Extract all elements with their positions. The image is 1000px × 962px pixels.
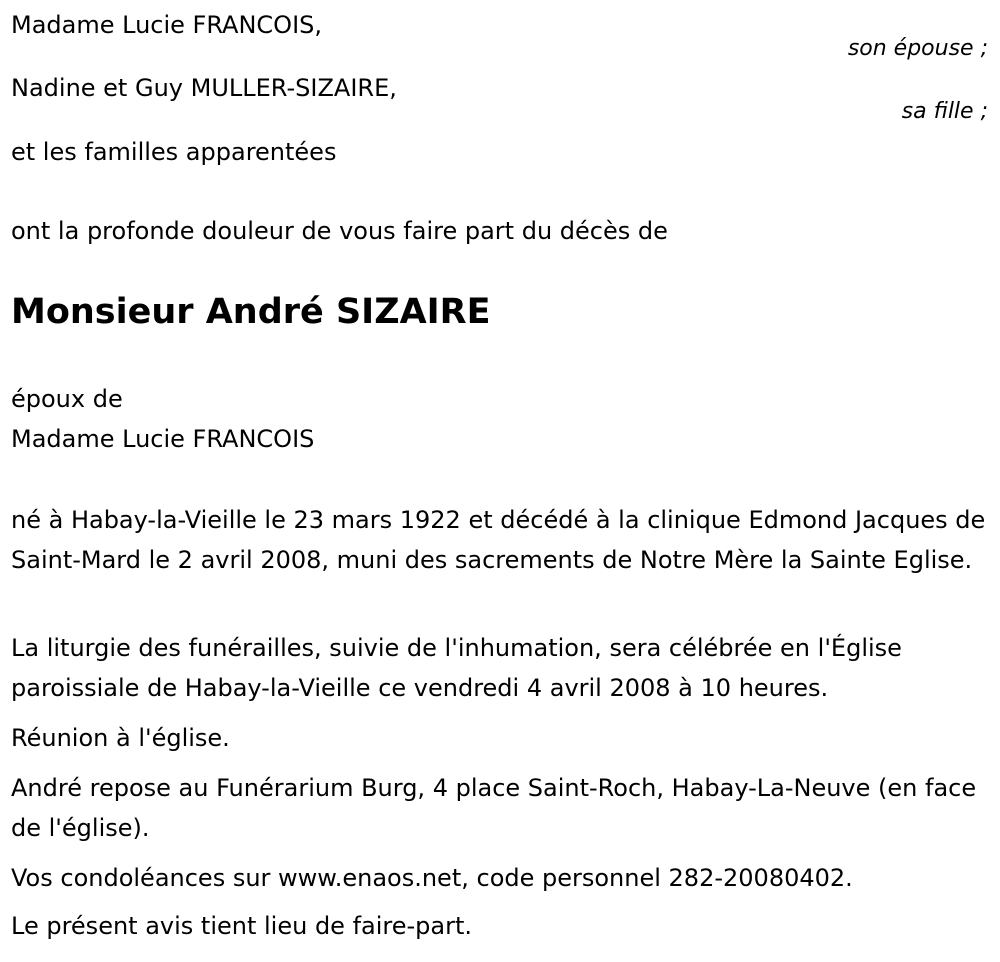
announcement-line: ont la profonde douleur de vous faire part du décès de — [11, 217, 668, 245]
liturgy-paragraph: La liturgie des funérailles, suivie de l'inhumation, sera célébrée en l'Église paroissiale de Habay-la-Vieille ce vendredi 4 avril 2008 à 10 heures. — [11, 634, 902, 702]
deceased-name-heading: Monsieur André SIZAIRE — [11, 292, 491, 332]
spouse-relation: son épouse ; — [847, 36, 988, 61]
spouse-of-name: Madame Lucie FRANCOIS — [11, 425, 315, 453]
funeral-home-paragraph: André repose au Funérarium Burg, 4 place Saint-Roch, Habay-La-Neuve (en face de l'église). — [11, 774, 977, 842]
condolences-paragraph: Vos condoléances sur www.enaos.net, code personnel 282-20080402. — [11, 864, 853, 892]
spouse-of-label: époux de — [11, 385, 123, 413]
daughter-relation: sa fille ; — [901, 99, 988, 124]
relatives-line: et les familles apparentées — [11, 138, 337, 166]
notice-paragraph: Le présent avis tient lieu de faire-part. — [11, 912, 473, 940]
birth-death-paragraph: né à Habay-la-Vieille le 23 mars 1922 et décédé à la clinique Edmond Jacques de Saint-Mard le 2 avril 2008, muni des sacrements de Notre Mère la Sainte Eglise. — [11, 506, 986, 574]
spouse-name: Madame Lucie FRANCOIS, — [11, 11, 323, 39]
meeting-paragraph: Réunion à l'église. — [11, 724, 230, 752]
daughter-name: Nadine et Guy MULLER-SIZAIRE, — [11, 74, 397, 102]
